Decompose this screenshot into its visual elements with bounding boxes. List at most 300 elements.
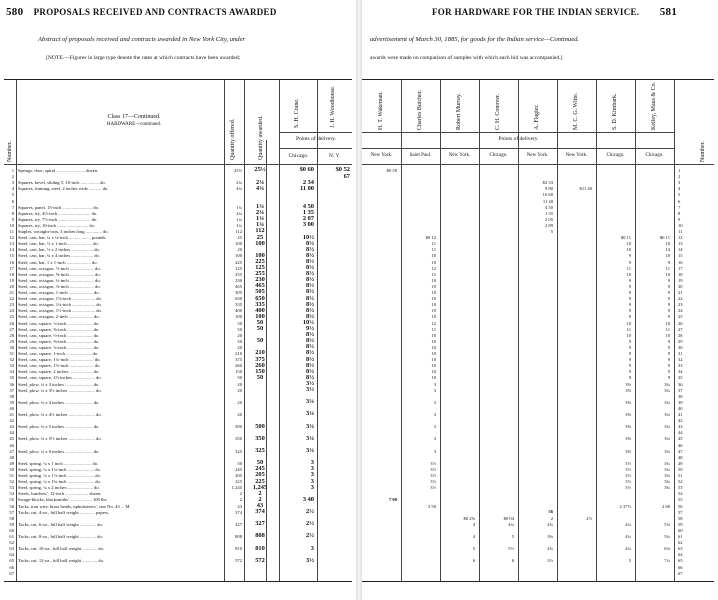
row-number: 35 [9, 375, 14, 381]
row-number: 34 [9, 369, 14, 375]
bid-value: $0 2⅝ [463, 515, 475, 521]
row-number: 2 [678, 174, 681, 180]
item-description: Squares, bevel, sliding T, 10-inch ................ do. [18, 180, 106, 186]
item-description: Steel, cast, octagon, 1¼-inch .................... do. [18, 302, 102, 308]
bid-value: 10 [665, 320, 670, 326]
bid-crane-chicago: 8½ [306, 270, 314, 278]
bid-value: 4¼ [625, 521, 631, 527]
qty-awarded: 465 [255, 282, 265, 290]
row-number: 17 [678, 265, 683, 271]
row-number: 54 [678, 491, 683, 497]
row-number: 45 [678, 436, 683, 442]
bidder-s-h-crane: S. H. Crane. [294, 98, 300, 128]
bid-value: 9 [628, 314, 631, 320]
bid-value: 6⅛ [664, 546, 670, 552]
row-number: 21 [9, 290, 14, 295]
bid-crane-chicago: 2 34 [302, 178, 314, 186]
bid-value: 2 89 [544, 222, 553, 228]
qty-offered: 50 [237, 460, 242, 466]
bidder-name: Kelley, Maus & Co. [651, 81, 657, 130]
qty-offered: 225 [235, 259, 242, 265]
bid-value: 3¾ [664, 485, 670, 491]
row-number: 56 [678, 503, 683, 509]
row-number: 17 [9, 265, 14, 271]
bid-value: 3⅝ [625, 424, 631, 430]
row-number: 20 [9, 283, 14, 289]
qty-awarded: 260 [255, 361, 265, 369]
bid-value: 11 [431, 271, 436, 277]
bid-value: 9 80 [544, 186, 553, 192]
bid-crane-chicago: 4 50 [302, 203, 314, 210]
item-description: Springs, door, spiral ......................... dozen. [18, 168, 99, 173]
row-number: 40 [678, 405, 683, 411]
delivery-chicago: Chicago. [288, 153, 309, 159]
bid-value: 9 [667, 259, 670, 265]
bid-crane-chicago: 2 07 [302, 215, 314, 223]
bid-value: 6 [472, 558, 475, 564]
row-number: 66 [678, 564, 683, 570]
bid-value: 4¼ [508, 521, 514, 527]
row-number: 28 [678, 332, 683, 338]
bid-crane-chicago: 8½ [306, 245, 314, 253]
bid-value: 3 [433, 424, 436, 430]
left-table [4, 79, 352, 582]
row-number: 61 [678, 534, 683, 539]
qty-offered: 245 [235, 466, 242, 472]
bid-crane-chicago: 8½ [306, 355, 314, 363]
qty-offered: 50 [237, 375, 242, 381]
qty-offered: 4¼ [236, 186, 242, 192]
bid-value: 4¼ [625, 534, 631, 539]
item-description: Steel, plow, ¼ x 3½ inches ....................... do. [18, 387, 102, 393]
delivery-point: Chicago. [606, 153, 625, 158]
right-page-header [432, 6, 677, 18]
bid-crane-chicago: 8½ [306, 312, 314, 320]
row-number: 57 [678, 509, 683, 515]
bidder-name: C. H. Conover. [495, 93, 501, 130]
row-number: 50 [9, 466, 14, 472]
row-number: 22 [9, 296, 14, 302]
bid-crane-chicago: 2½ [306, 520, 314, 528]
col-qty-offered: Quantity offered. [230, 118, 236, 160]
bid-value: 6 [511, 558, 514, 564]
bid-value: 10 [431, 332, 436, 338]
bid-value: 10 [431, 338, 436, 344]
qty-offered: 1¼ [236, 216, 242, 222]
right-page [362, 0, 717, 600]
bid-value: 10 [431, 357, 436, 363]
row-number: 23 [678, 302, 683, 308]
row-number: 16 [9, 259, 14, 265]
row-number: 30 [9, 344, 14, 350]
bid-value: $0 11 [620, 235, 631, 241]
qty-awarded: 210 [255, 349, 265, 357]
item-description: Steel, spring, ¼ x 1 inch ........................ do. [18, 460, 99, 466]
qty-offered: 505 [235, 290, 242, 295]
qty-awarded: 43 [256, 501, 264, 509]
qty-awarded: 100 [255, 239, 265, 247]
item-description: Steel, cast, octagon, 1½-inch .................... do. [18, 308, 102, 314]
bid-value: 10 [431, 344, 436, 350]
item-description: Squares, try, 7½-inch ............................ do. [18, 216, 98, 222]
bid-value: 11 [431, 247, 436, 253]
bid-value: 10 [431, 277, 436, 283]
row-number: 9 [11, 216, 14, 222]
qty-awarded: 25 [256, 233, 264, 241]
row-number: 18 [9, 271, 14, 277]
row-number: 67 [9, 570, 14, 576]
row-number: 60 [9, 527, 14, 533]
row-number: 19 [9, 277, 14, 283]
item-description: Steel, cast, octagon, ½-inch ..................... do. [18, 265, 101, 271]
bid-value: 3 [433, 381, 436, 387]
bid-crane-chicago: 8½ [306, 306, 314, 314]
bid-value: 9 [667, 302, 670, 308]
bid-value: 3 [433, 436, 436, 442]
row-number: 44 [9, 430, 14, 436]
bid-crane-chicago: 1 35 [302, 209, 314, 217]
left-page [0, 0, 355, 600]
item-description: Steel, plow, ¼ x 4½ inches ....................... do. [18, 412, 102, 417]
item-description: Steel, cast, square, 1¼-inch ..................... do. [18, 357, 101, 363]
bid-value: 3⅝ [625, 387, 631, 393]
item-description: Steel, cast, square, ¼-inch ...................... do. [18, 320, 100, 326]
bid-value: 2¾ [547, 521, 553, 527]
item-description: Swage-blocks, blacksmiths' ................... 100 lbs. [18, 497, 108, 503]
bid-value: 5⅛ [664, 521, 670, 527]
bid-value: 9 [628, 277, 631, 283]
row-number: 41 [678, 412, 683, 417]
bid-value: 9 [667, 308, 670, 314]
item-description: Steel, plow, ¼ x 5½ inches ....................... do. [18, 436, 102, 442]
qty-offered: 25½ [233, 168, 242, 173]
row-number: 32 [9, 357, 14, 363]
row-number: 1 [11, 168, 14, 173]
bid-crane-chicago: 8½ [306, 257, 314, 265]
delivery-point: Chicago. [489, 153, 508, 158]
row-number: 29 [678, 338, 683, 344]
item-description: Steel, cast, octagon, ⅝-inch ..................... do. [18, 271, 101, 277]
bid-value: 10 [431, 283, 436, 289]
row-number: 60 [678, 527, 683, 533]
qty-offered: 20 [237, 387, 242, 393]
bid-crane-chicago: 3 [310, 477, 314, 485]
row-number: 24 [678, 308, 683, 314]
item-description: Staples, wrought-iron, 3 inches long .............. do. [18, 229, 109, 234]
right-page-number: 581 [659, 6, 678, 18]
qty-offered: 810 [235, 546, 242, 552]
qty-awarded: 50 [256, 373, 264, 381]
row-number: 59 [678, 521, 683, 527]
left-points-of-delivery: Points of delivery. [295, 136, 337, 142]
qty-offered: 572 [235, 558, 242, 564]
item-description: Steel, cast, square, ⅝-inch ...................... do. [18, 338, 100, 344]
row-number: 8 [678, 210, 681, 216]
bid-value: 10 [431, 290, 436, 295]
bid-crane-chicago: 10½ [302, 318, 314, 326]
grid-line [362, 164, 714, 165]
bid-crane-chicago: 8½ [306, 331, 314, 339]
bid-value: 2¾ [547, 546, 553, 552]
bid-value: 9 [667, 357, 670, 363]
bid-value: 9 [628, 302, 631, 308]
bid-crane-chicago: 3 [310, 483, 314, 491]
bid-value: 2 [550, 515, 553, 521]
bid-crane-chicago: 3 [310, 544, 314, 552]
left-page-number: 580 [6, 6, 24, 18]
right-table [362, 79, 714, 582]
item-description: Tacks, cut, 12-oz., full half weight ............. do. [18, 558, 105, 564]
row-number: 51 [678, 473, 683, 478]
row-number: 55 [9, 497, 14, 503]
row-number: 39 [678, 399, 683, 405]
qty-awarded: 325 [255, 447, 265, 454]
bid-value: 10 [431, 369, 436, 375]
bid-value: 2 60 [661, 503, 670, 509]
qty-offered: 2 [239, 491, 242, 497]
bid-crane-chicago: 8½ [306, 361, 314, 369]
item-description: Steel, cast, square, 2½ inches ................... do. [18, 375, 102, 381]
qty-awarded: 374 [255, 508, 265, 515]
qty-awarded: 50 [256, 337, 264, 345]
bid-value: 9 [667, 344, 670, 350]
bid-crane-chicago: 8½ [306, 343, 314, 351]
bid-crane-chicago: 2½ [306, 508, 314, 515]
bid-value: 9 [628, 259, 631, 265]
bid-crane-chicago: 8½ [306, 276, 314, 284]
qty-offered: 205 [235, 473, 242, 478]
bid-value: 5½ [508, 546, 514, 552]
row-number: 54 [9, 491, 14, 497]
row-number: 43 [678, 424, 683, 430]
row-number: 48 [9, 454, 14, 460]
bid-value: 10 60 [542, 192, 553, 198]
row-number: 56 [9, 503, 14, 509]
bid-value: 10 [626, 271, 631, 277]
bid-value: 3⅝ [625, 412, 631, 417]
qty-awarded: 810 [255, 544, 265, 552]
bid-crane-chicago: 8½ [306, 282, 314, 290]
item-description: Steel, cast, square, 2 inches .................... do. [18, 369, 100, 375]
bid-value: 9 [667, 314, 670, 320]
row-number: 3 [11, 180, 14, 186]
qty-offered: 374 [235, 509, 242, 515]
bid-value: $0 59 [386, 168, 397, 173]
qty-offered: 100 [235, 253, 242, 259]
qty-awarded: 205 [255, 471, 265, 479]
row-number: 4 [11, 186, 14, 192]
row-number: 31 [9, 351, 14, 356]
qty-awarded: 335 [255, 300, 265, 308]
row-number: 36 [9, 381, 14, 387]
qty-awarded: 150 [255, 367, 265, 375]
qty-awarded: 50 [256, 325, 264, 332]
item-description: Steel, cast, octagon, ⅞-inch ..................... do. [18, 283, 101, 289]
bid-value: 3 [433, 399, 436, 405]
qty-offered: 112 [235, 229, 242, 234]
qty-awarded: 1¼ [256, 215, 264, 223]
bid-value: 56 [548, 509, 553, 514]
qty-awarded: 2¼ [256, 209, 264, 217]
row-number: 21 [678, 290, 683, 295]
qty-offered: 225 [235, 479, 242, 485]
item-description: Steel, cast, octagon, 2-inch ..................... do. [18, 314, 100, 320]
bid-crane-chicago: 8½ [306, 337, 314, 345]
item-description: Squares, panel, 15-inch .......................... do. [18, 204, 100, 210]
bid-value: 3 [472, 521, 475, 527]
bid-value: 11 [665, 326, 670, 332]
item-description: Steel, cast, bar, 1 x 1-inch ..................... do. [18, 259, 98, 265]
bid-value: 3½ [625, 479, 631, 485]
row-number: 15 [678, 253, 683, 259]
qty-awarded: 400 [255, 306, 265, 314]
item-description: Steels, butchers', 12-inch .................... dozen. [18, 491, 102, 497]
row-number: 61 [9, 534, 14, 539]
bidder-name: H. T. Wakeman. [378, 91, 384, 130]
qty-offered: 350 [235, 436, 242, 442]
qty-offered: 100 [235, 241, 242, 247]
bid-value: 9 [667, 296, 670, 302]
qty-offered: 650 [235, 296, 242, 302]
bid-value: 11 [431, 326, 436, 332]
row-number: 49 [678, 460, 683, 466]
bid-value: 10 [626, 332, 631, 338]
bid-crane-chicago: 11 00 [299, 184, 314, 192]
bid-value: 3⅜ [547, 534, 553, 539]
row-number: 32 [678, 357, 683, 363]
bid-value: 11 [626, 326, 631, 332]
left-note: [NOTE.—Figures in large type denote the rates at which contracts have been awarded; [46, 55, 241, 61]
bid-value: 3¾ [664, 424, 670, 430]
bid-value: 3⅝ [625, 399, 631, 405]
bid-value: 9 [628, 290, 631, 295]
bid-crane-chicago: 8½ [306, 251, 314, 259]
bid-value: 9 [628, 253, 631, 259]
item-description: Steel, cast, square, ¾-inch ...................... do. [18, 344, 100, 350]
bidder-j-h-woodhouse: J. H. Woodhouse. [330, 85, 336, 128]
bid-crane-chicago: 8½ [306, 300, 314, 308]
bid-value: 4 [472, 534, 475, 539]
row-number: 25 [9, 314, 14, 320]
bid-crane-chicago: 8½ [306, 349, 314, 357]
bid-value: 10 [626, 247, 631, 253]
bid-value: $2 33 [542, 180, 553, 186]
bid-crane-chicago: 3½ [306, 386, 314, 393]
bid-value: 3 50 [427, 503, 436, 509]
row-number: 58 [9, 515, 14, 521]
row-number: 33 [678, 363, 683, 369]
qty-awarded: 255 [255, 270, 265, 278]
row-number: 25 [678, 314, 683, 320]
row-number: 10 [678, 222, 683, 228]
row-number: 1 [678, 168, 681, 173]
qty-offered: 808 [235, 534, 242, 539]
row-number: 33 [9, 363, 14, 369]
item-description: Steel, plow, ¼ x 6 inches ........................ do. [18, 448, 100, 454]
row-number: 37 [9, 387, 14, 393]
bid-value: 4¼ [625, 546, 631, 552]
bid-value: 14 [665, 247, 670, 253]
qty-offered: 210 [235, 351, 242, 356]
bid-value: 5 [628, 558, 631, 564]
grid-line [362, 148, 675, 149]
row-number: 46 [9, 442, 14, 448]
qty-offered: 255 [235, 271, 242, 277]
row-number: 6 [678, 198, 681, 204]
item-description: Steel, cast, bar, ¾ x 4 inches ................... do. [18, 253, 100, 259]
qty-awarded: 808 [255, 532, 265, 540]
qty-awarded: 2¼ [256, 178, 264, 186]
qty-awarded: 245 [255, 465, 265, 473]
qty-offered: 50 [237, 326, 242, 332]
class-subtitle: HARDWARE—continued. [106, 122, 162, 127]
qty-offered: 100 [235, 314, 242, 320]
item-description: Steel, cast, square, ½-inch ...................... do. [18, 332, 100, 338]
bid-value: 11 [665, 265, 670, 271]
bid-value: 10 [431, 314, 436, 320]
row-number: 46 [678, 442, 683, 448]
bidder-name: A. Flagler. [534, 104, 540, 130]
item-description: Steel, spring, ¼ x 1¼-inch ....................... do. [18, 466, 101, 472]
grid-line [674, 80, 675, 581]
bid-crane-chicago: 2½ [306, 532, 314, 540]
row-number: 24 [9, 308, 14, 314]
bid-value: 3¾ [664, 387, 670, 393]
row-number: 45 [9, 436, 14, 442]
bid-value: 3¾ [664, 381, 670, 387]
col-qty-awarded: Quantity awarded. [258, 115, 264, 160]
row-number: 12 [9, 235, 14, 241]
row-number: 3 [678, 180, 681, 186]
row-number: 52 [678, 479, 683, 485]
bid-value: 12 [431, 320, 436, 326]
bid-value: 11 [626, 265, 631, 271]
row-number: 37 [678, 387, 683, 393]
row-number: 10 [9, 222, 14, 228]
bid-value: 10 [665, 253, 670, 259]
bid-value: 9 [628, 308, 631, 314]
bid-value: 7¼ [664, 558, 670, 564]
qty-awarded: 2 [258, 495, 262, 503]
row-number: 27 [678, 326, 683, 332]
row-number: 5 [678, 192, 681, 198]
row-number: 42 [9, 418, 14, 424]
row-number: 27 [9, 326, 14, 332]
item-description: Steel, spring, ¼ x 1¾-inch ....................... do. [18, 479, 101, 485]
bid-value: 9 [667, 283, 670, 289]
row-number: 34 [678, 369, 683, 375]
qty-awarded: 2 [258, 489, 262, 497]
row-number: 19 [678, 277, 683, 283]
bid-value: 7 00 [388, 496, 397, 502]
row-number: 28 [9, 332, 14, 338]
bid-value: 5 [511, 534, 514, 539]
row-number: 30 [678, 344, 683, 350]
item-description: Steel, cast, octagon, 1-inch ..................... do. [18, 290, 100, 295]
delivery-point: New York. [565, 153, 588, 158]
row-number: 35 [678, 375, 683, 381]
qty-offered: 50 [237, 320, 242, 326]
item-description: Steel, plow, ¼ x 3 inches ........................ do. [18, 381, 100, 387]
bid-value: 3¾ [664, 436, 670, 442]
qty-offered: 1¼ [236, 204, 242, 210]
bid-value: 3½ [625, 473, 631, 478]
row-number: 14 [9, 247, 14, 253]
qty-offered: 43 [237, 503, 242, 509]
qty-offered: 125 [235, 265, 242, 271]
class-title: Class 17—Continued. [107, 114, 161, 120]
bid-value: 10 [431, 351, 436, 356]
